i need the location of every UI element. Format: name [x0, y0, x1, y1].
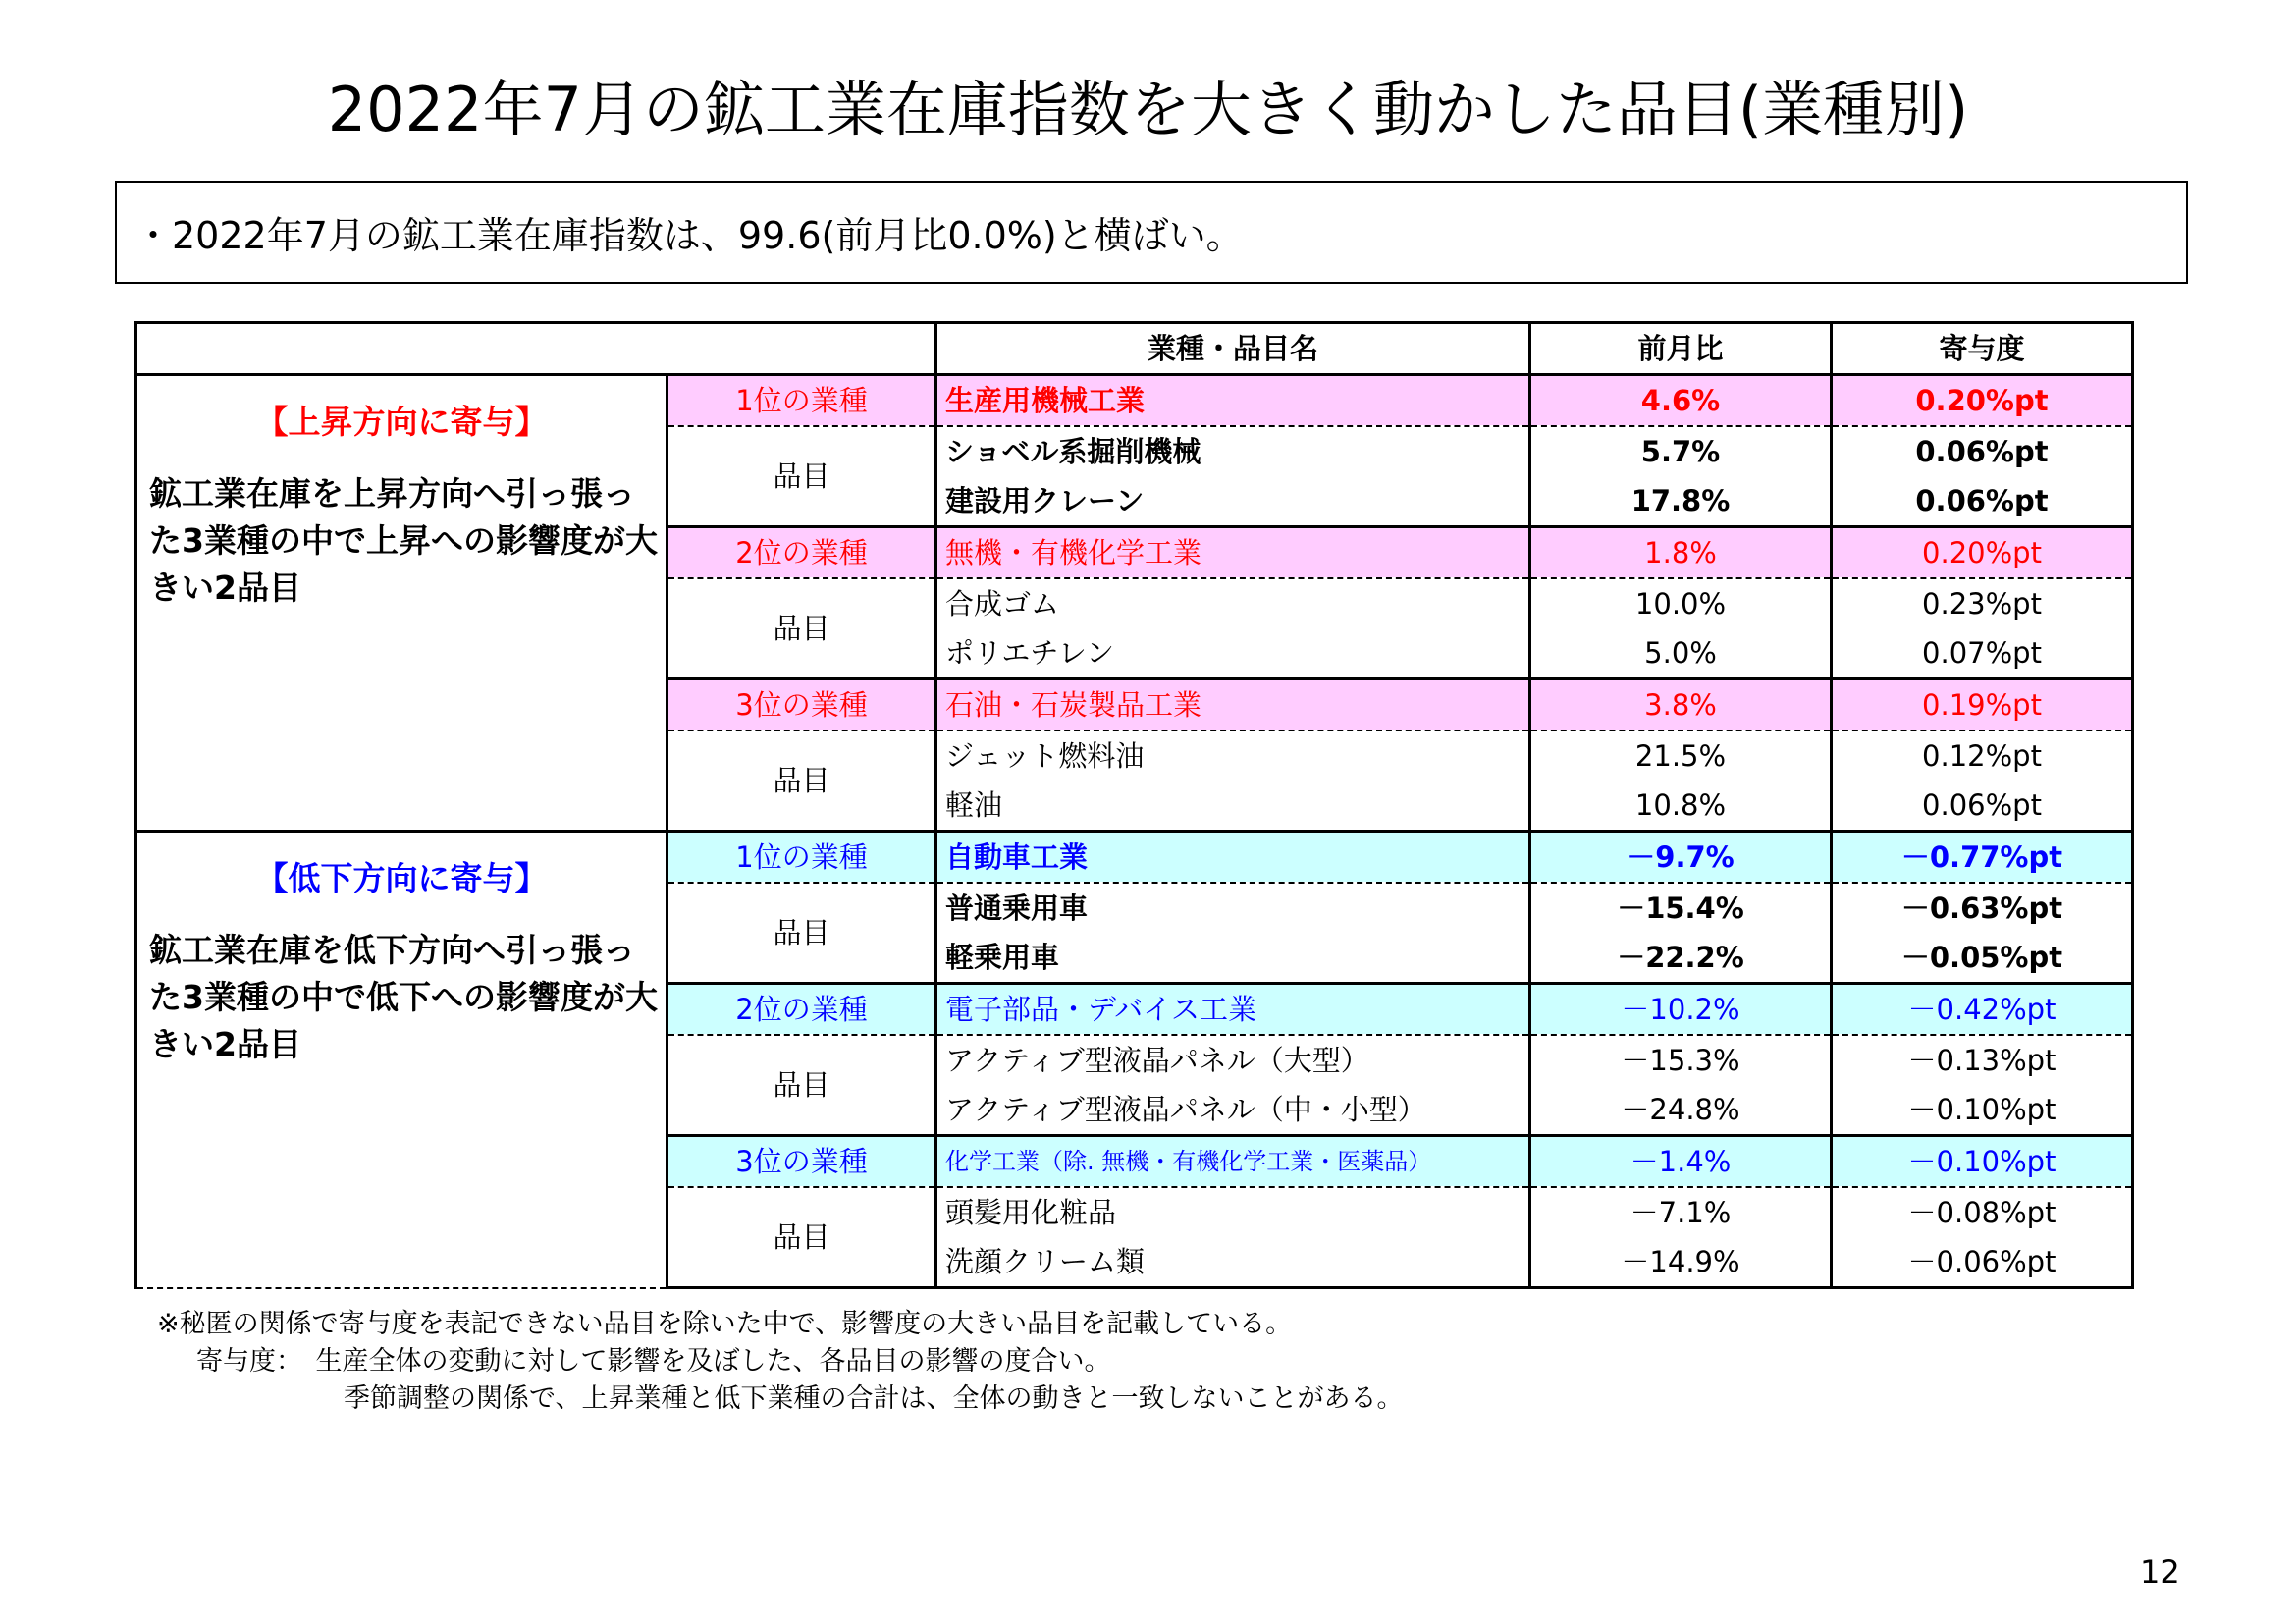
up-1-item-label: 品目	[667, 426, 936, 527]
up-group-title: 【上昇方向に寄与】	[255, 403, 548, 441]
up-2-item-1-mom: 10.0%	[1530, 578, 1832, 628]
up-3-item-2-mom: 10.8%	[1530, 781, 1832, 832]
down-1-item-1-mom: －15.4%	[1530, 883, 1832, 933]
header-blank	[136, 323, 936, 375]
down-1-rank: 1位の業種	[667, 832, 936, 884]
down-2-industry-name: 電子部品・デバイス工業	[936, 984, 1530, 1036]
down-3-item-2-mom: －14.9%	[1530, 1237, 1832, 1288]
down-2-item-label: 品目	[667, 1035, 936, 1136]
down-group-cell	[136, 832, 667, 1288]
down-industry-1-row	[136, 832, 2133, 884]
down-2-item-1-mom: －15.3%	[1530, 1035, 1832, 1085]
down-1-item-label: 品目	[667, 883, 936, 984]
footnotes	[157, 1306, 1403, 1418]
up-2-item-2-mom: 5.0%	[1530, 628, 1832, 679]
summary-text: ・2022年7月の鉱工業在庫指数は、99.6(前月比0.0%)と横ばい。	[134, 214, 1244, 257]
up-2-industry-name: 無機・有機化学工業	[936, 527, 1530, 579]
down-group-desc: 鉱工業在庫を低下方向へ引っ張った3業種の中で低下への影響度が大きい2品目	[149, 931, 658, 1063]
down-1-industry-name: 自動車工業	[936, 832, 1530, 884]
up-3-contrib: 0.19%pt	[1832, 679, 2133, 731]
down-3-contrib: －0.10%pt	[1832, 1136, 2133, 1188]
header-contrib: 寄与度	[1832, 323, 2133, 375]
down-3-mom: －1.4%	[1530, 1136, 1832, 1188]
down-group-title: 【低下方向に寄与】	[255, 859, 548, 897]
up-2-item-2-contrib: 0.07%pt	[1832, 628, 2133, 679]
up-2-item-label: 品目	[667, 578, 936, 679]
up-1-rank: 1位の業種	[667, 375, 936, 427]
up-1-item-2-contrib: 0.06%pt	[1832, 476, 2133, 527]
header-name: 業種・品目名	[936, 323, 1530, 375]
up-2-item-1-contrib: 0.23%pt	[1832, 578, 2133, 628]
up-industry-1-row	[136, 375, 2133, 427]
up-3-item-1-mom: 21.5%	[1530, 731, 1832, 781]
down-3-rank: 3位の業種	[667, 1136, 936, 1188]
down-1-item-2-mom: －22.2%	[1530, 933, 1832, 984]
up-2-item-1-name: 合成ゴム	[945, 587, 1060, 621]
down-2-mom: －10.2%	[1530, 984, 1832, 1036]
up-1-item-1-name: ショベル系掘削機械	[945, 435, 1201, 468]
down-2-rank: 2位の業種	[667, 984, 936, 1036]
footnote-2: 寄与度： 生産全体の変動に対して影響を及ぼした、各品目の影響の度合い。	[196, 1346, 1111, 1377]
page-title: 2022年7月の鉱工業在庫指数を大きく動かした品目(業種別)	[327, 74, 1969, 145]
page-number: 12	[2140, 1553, 2180, 1591]
up-1-item-2-name: 建設用クレーン	[945, 484, 1145, 517]
down-1-item-1-name: 普通乗用車	[945, 892, 1089, 925]
down-3-item-2-name: 洗顔クリーム類	[936, 1237, 1530, 1288]
up-3-item-1-name: ジェット燃料油	[945, 739, 1145, 773]
up-3-industry-name: 石油・石炭製品工業	[936, 679, 1530, 731]
down-1-contrib: －0.77%pt	[1832, 832, 2133, 884]
table-header-row	[136, 323, 2133, 375]
up-1-contrib: 0.20%pt	[1832, 375, 2133, 427]
footnote-1: ※秘匿の関係で寄与度を表記できない品目を除いた中で、影響度の大きい品目を記載している。	[157, 1309, 1293, 1339]
up-2-mom: 1.8%	[1530, 527, 1832, 579]
up-1-item-1-contrib: 0.06%pt	[1832, 426, 2133, 476]
up-1-item-1-mom: 5.7%	[1530, 426, 1832, 476]
up-1-mom: 4.6%	[1530, 375, 1832, 427]
up-2-contrib: 0.20%pt	[1832, 527, 2133, 579]
down-3-item-1-contrib: －0.08%pt	[1832, 1187, 2133, 1237]
up-3-mom: 3.8%	[1530, 679, 1832, 731]
down-3-item-2-contrib: －0.06%pt	[1832, 1237, 2133, 1288]
summary-box	[115, 181, 2188, 284]
down-3-industry-name: 化学工業（除. 無機・有機化学工業・医薬品）	[936, 1136, 1530, 1188]
down-3-item-1-mom: －7.1%	[1530, 1187, 1832, 1237]
down-1-item-2-contrib: －0.05%pt	[1832, 933, 2133, 984]
up-1-item-2-mom: 17.8%	[1530, 476, 1832, 527]
up-group-desc: 鉱工業在庫を上昇方向へ引っ張った3業種の中で上昇への影響度が大きい2品目	[149, 474, 658, 607]
down-1-mom: －9.7%	[1530, 832, 1832, 884]
footnote-3: 季節調整の関係で、上昇業種と低下業種の合計は、全体の動きと一致しないことがある。	[344, 1383, 1404, 1414]
up-3-rank: 3位の業種	[667, 679, 936, 731]
down-3-item-1-name: 頭髪用化粧品	[945, 1196, 1117, 1229]
down-1-item-2-name: 軽乗用車	[945, 941, 1060, 974]
down-2-item-1-contrib: －0.13%pt	[1832, 1035, 2133, 1085]
up-3-item-1-contrib: 0.12%pt	[1832, 731, 2133, 781]
down-1-item-1-contrib: －0.63%pt	[1832, 883, 2133, 933]
up-3-item-2-contrib: 0.06%pt	[1832, 781, 2133, 832]
down-3-item-label: 品目	[667, 1187, 936, 1288]
header-mom: 前月比	[1530, 323, 1832, 375]
up-group-cell	[136, 375, 667, 832]
up-2-item-2-name: ポリエチレン	[945, 636, 1115, 670]
down-2-contrib: －0.42%pt	[1832, 984, 2133, 1036]
up-3-item-label: 品目	[667, 731, 936, 832]
down-2-item-2-contrib: －0.10%pt	[1832, 1085, 2133, 1136]
up-1-industry-name: 生産用機械工業	[936, 375, 1530, 427]
up-3-item-2-name: 軽油	[936, 781, 1530, 832]
down-2-item-2-mom: －24.8%	[1530, 1085, 1832, 1136]
contribution-table	[134, 321, 2134, 1289]
up-2-rank: 2位の業種	[667, 527, 936, 579]
down-2-item-1-name: アクティブ型液晶パネル（大型）	[945, 1044, 1369, 1077]
down-2-item-2-name: アクティブ型液晶パネル（中・小型）	[945, 1093, 1426, 1126]
